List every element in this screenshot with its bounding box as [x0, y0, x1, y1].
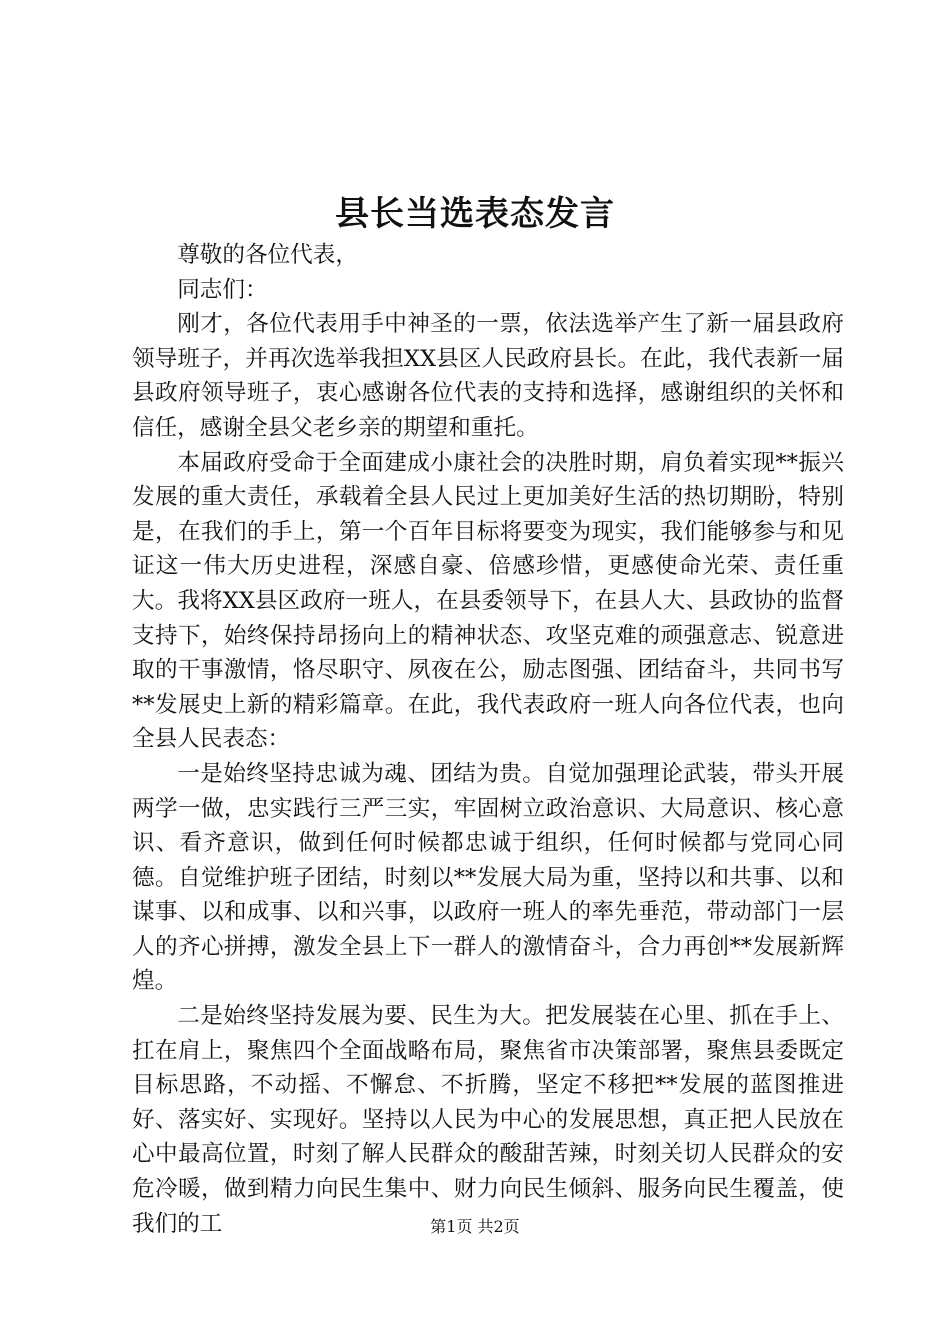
body-paragraph: 一是始终坚持忠诚为魂、团结为贵。自觉加强理论武装，带头开展两学一做，忠实践行三严三实，牢固树立政治意识、大局意识、核心意识、看齐意识，做到任何时候都忠诚于组织，任何时候都与党同心同德。自觉维护班子团结，时刻以**发展大局为重，坚持以和共事、以和谋事、以和成事、以和兴事，以政府一班人的率先垂范，带动部门一层人的齐心拼搏，激发全县上下一群人的激情奋斗，合力再创**发展新辉煌。	[132, 760, 844, 995]
body-paragraph: 本届政府受命于全面建成小康社会的决胜时期，肩负着实现**振兴发展的重大责任，承载着全县人民过上更加美好生活的热切期盼，特别是，在我们的手上，第一个百年目标将要变为现实，我们能够参与和见证这一伟大历史进程，深感自豪、倍感珍惜，更感使命光荣、责任重大。我将XX县区政府一班人，在县委领导下，在县人大、县政协的监督支持下，始终保持昂扬向上的精神状态、攻坚克难的顽强意志、锐意进取的干事激情，恪尽职守、夙夜在公，励志图强、团结奋斗，共同书写**发展史上新的精彩篇章。在此，我代表政府一班人向各位代表，也向全县人民表态：	[132, 449, 844, 753]
page-number-footer: 第1页 共2页	[430, 1217, 520, 1236]
body-paragraph: 二是始终坚持发展为要、民生为大。把发展装在心里、抓在手上、扛在肩上，聚焦四个全面战略布局，聚焦省市决策部署，聚焦县委既定目标思路，不动摇、不懈怠、不折腾，坚定不移把**发展的蓝图推进好、落实好、实现好。坚持以人民为中心的发展思想，真正把人民放在心中最高位置，时刻了解人民群众的酸甜苦辣，时刻关切人民群众的安危冷暖，做到精力向民生集中、财力向民生倾斜、服务向民生覆盖，使我们的工	[132, 1003, 844, 1237]
document-title: 县长当选表态发言	[335, 194, 615, 234]
salutation-line: 尊敬的各位代表，	[177, 242, 358, 268]
body-paragraph: 刚才，各位代表用手中神圣的一票，依法选举产生了新一届县政府领导班子，并再次选举我担XX县区人民政府县长。在此，我代表新一届县政府领导班子，衷心感谢各位代表的支持和选择，感谢组织的关怀和信任，感谢全县父老乡亲的期望和重托。	[132, 311, 844, 441]
document-body	[132, 238, 844, 1241]
salutation-line: 同志们：	[177, 276, 268, 303]
